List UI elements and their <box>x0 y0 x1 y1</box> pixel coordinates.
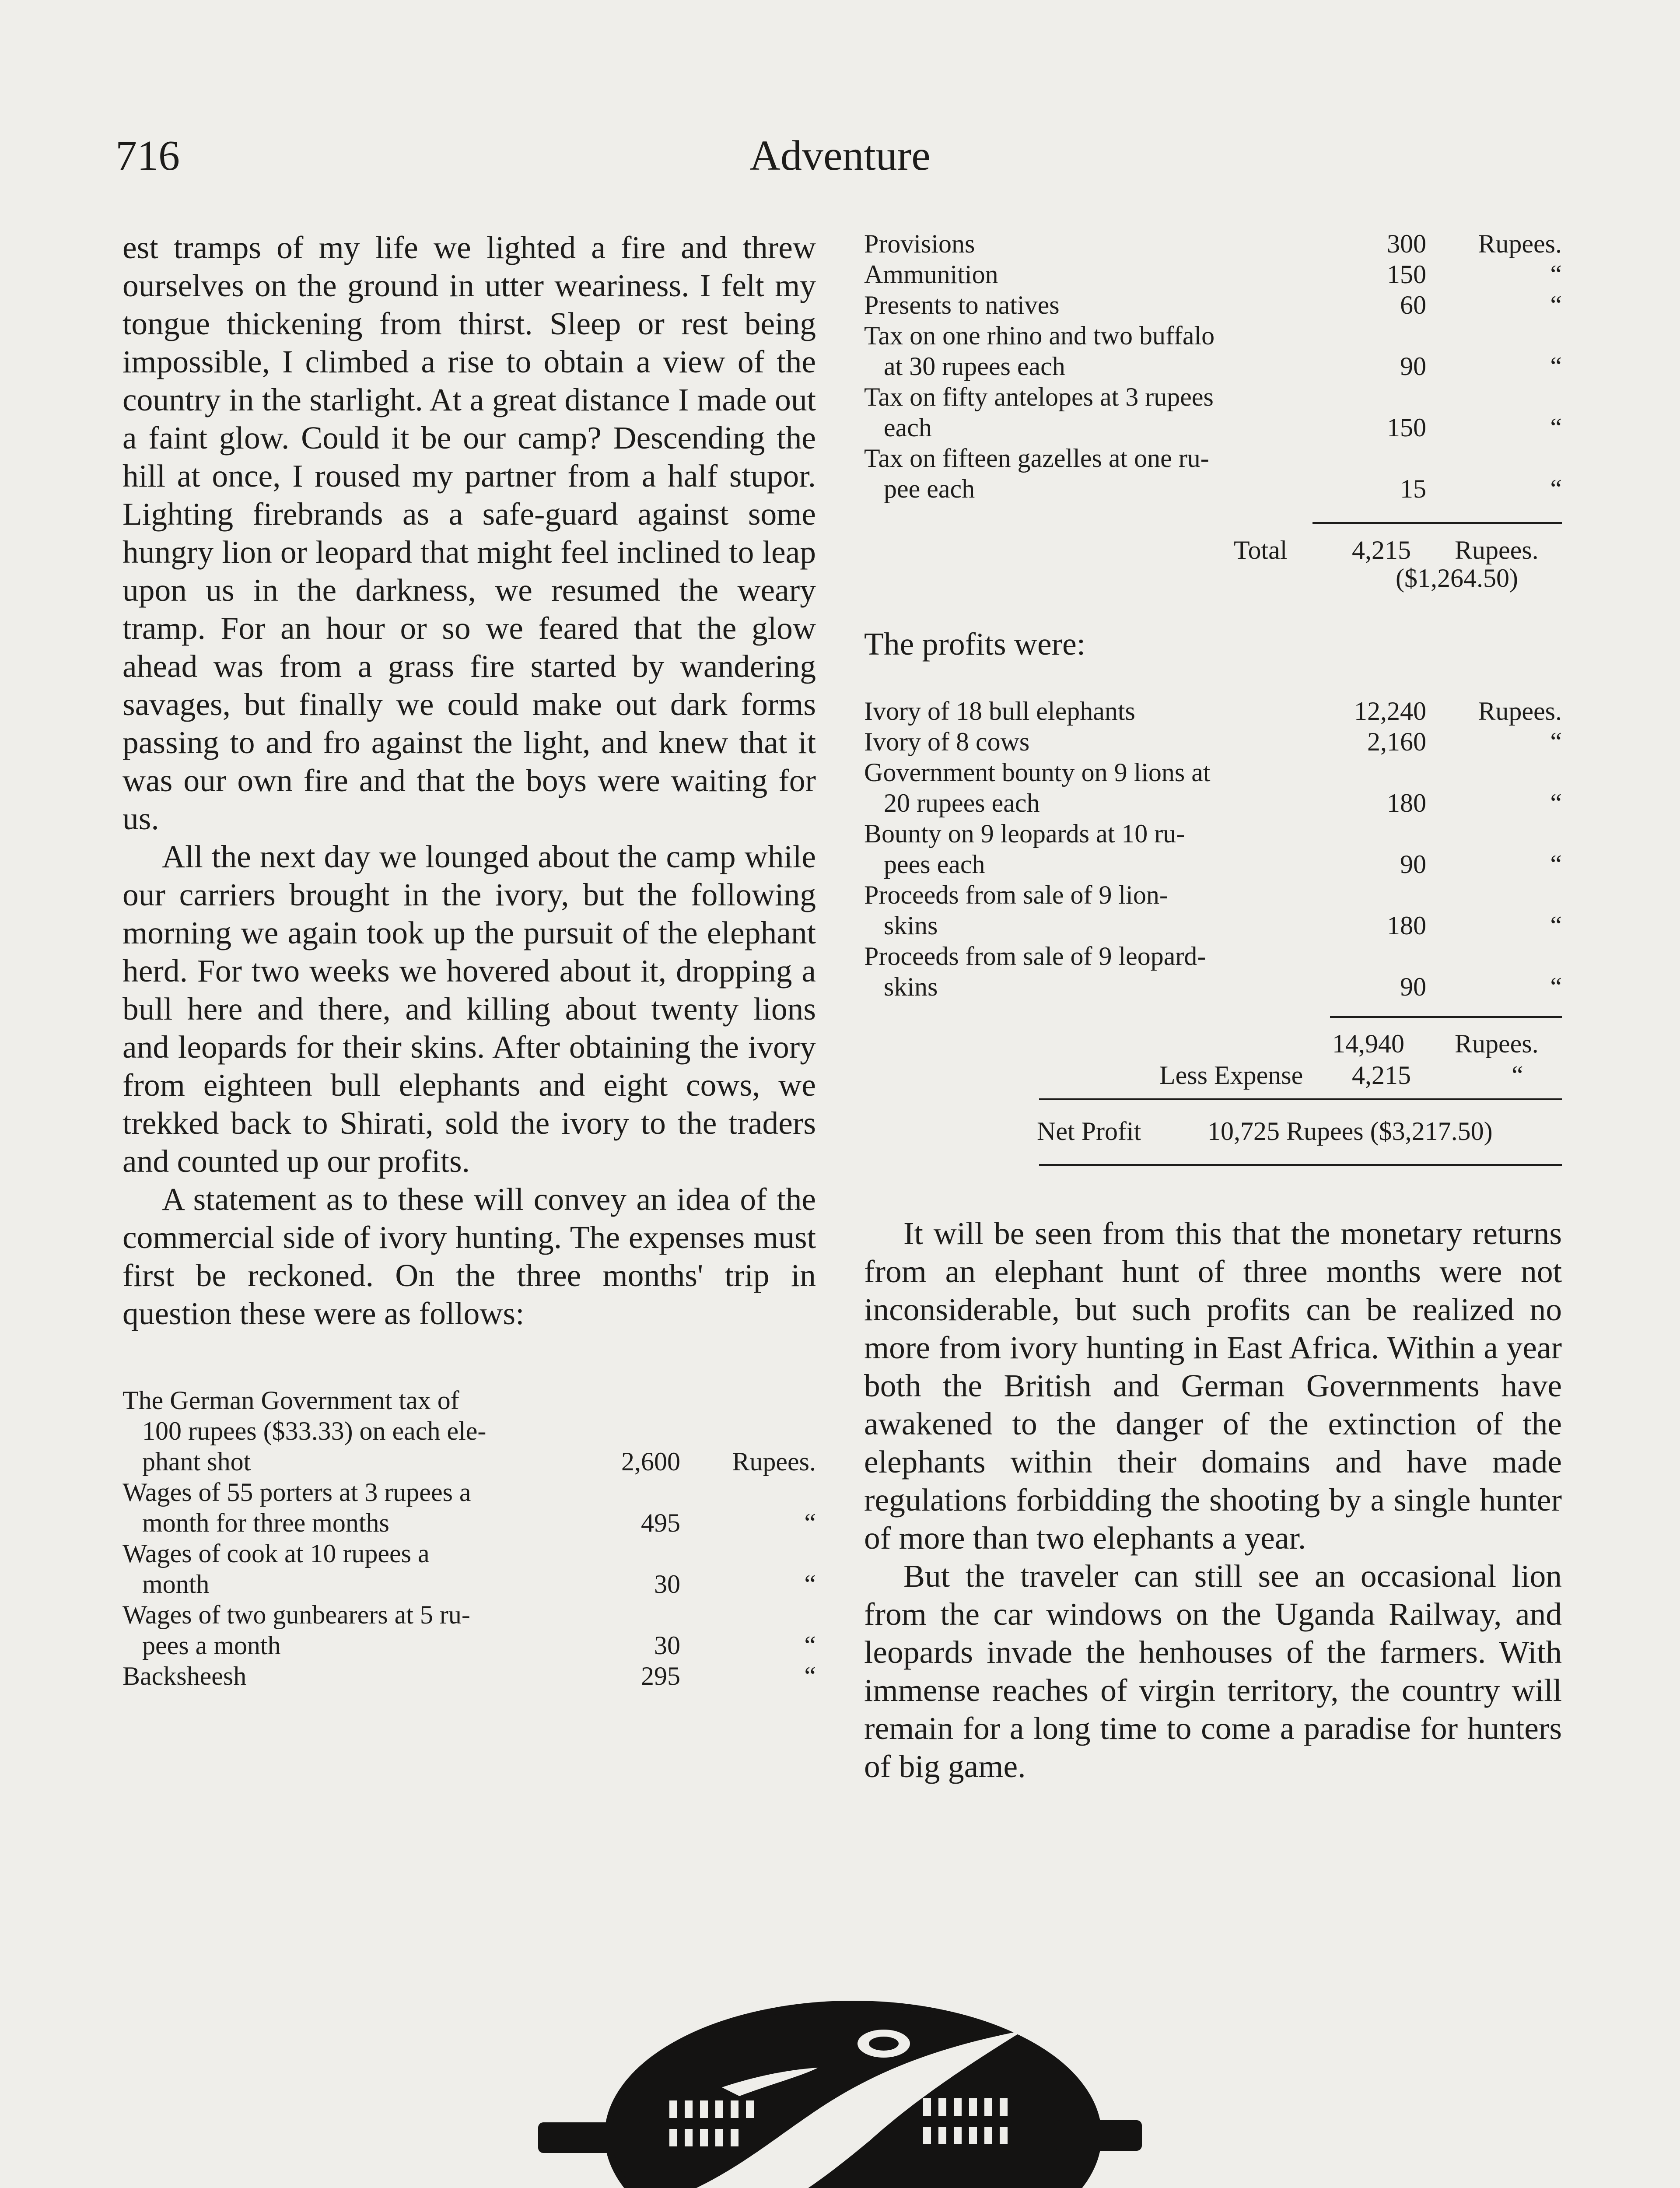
row-label: Backsheesh <box>122 1662 247 1690</box>
table-row <box>864 443 1562 504</box>
row-label: Proceeds from sale of 9 leopard- <box>864 942 1206 971</box>
total-unit: Rupees. <box>1455 536 1539 565</box>
row-amount: 180 <box>1387 911 1426 940</box>
less-expense-amount: 4,215 <box>1352 1061 1411 1090</box>
row-amount: 90 <box>1400 850 1426 879</box>
row-unit: “ <box>1550 727 1562 756</box>
row-label: Bounty on 9 leopards at 10 ru- <box>864 819 1185 848</box>
row-amount: 90 <box>1400 352 1426 381</box>
row-label: Wages of two gunbearers at 5 ru- <box>122 1600 470 1629</box>
row-label: Ammunition <box>864 260 998 289</box>
row-amount: 15 <box>1400 474 1426 503</box>
row-label: each <box>884 413 932 442</box>
row-label: Ivory of 18 bull elephants <box>864 697 1135 726</box>
row-amount: 30 <box>654 1570 680 1599</box>
row-label: Ivory of 8 cows <box>864 727 1030 756</box>
row-amount: 12,240 <box>1354 697 1426 726</box>
row-label: month <box>142 1570 210 1599</box>
row-label: 100 rupees ($33.33) on each ele- <box>142 1417 486 1445</box>
row-unit: “ <box>1550 789 1562 817</box>
row-unit: “ <box>804 1508 816 1537</box>
net-profit-label: Net Profit <box>1037 1117 1141 1146</box>
paragraph: A statement as to these will convey an idea of the commercial side of ivory hunting. The expenses must first be reckoned. On the three months' trip in question these were as follows: <box>122 1182 816 1331</box>
row-unit: “ <box>1550 911 1562 940</box>
right-column-text <box>864 1214 1562 1785</box>
net-rule-bottom <box>1039 1164 1562 1166</box>
table-row <box>864 259 1562 290</box>
page-number: 716 <box>116 132 180 179</box>
row-amount: 90 <box>1400 972 1426 1001</box>
row-unit: “ <box>1550 850 1562 879</box>
table-row <box>122 1599 816 1661</box>
row-unit: “ <box>1550 260 1562 289</box>
ivory-emblem-illustration <box>538 1978 1142 2188</box>
table-row <box>864 228 1562 259</box>
row-label: Government bounty on 9 lions at <box>864 758 1211 787</box>
row-amount: 2,600 <box>621 1447 680 1476</box>
row-label: skins <box>884 972 938 1001</box>
row-label: pees each <box>884 850 985 879</box>
row-label: Proceeds from sale of 9 lion- <box>864 880 1168 909</box>
table-row <box>864 382 1562 443</box>
total-amount: 4,215 <box>1352 536 1411 565</box>
table-row <box>864 941 1562 1002</box>
profits-table <box>864 696 1562 1002</box>
row-unit: “ <box>804 1631 816 1660</box>
paragraph: est tramps of my life we lighted a fire and threw ourselves on the ground in utter weariness. I felt my tongue thickening from thirst. Sleep or rest being impossible, I climbed a rise to obtain a view of the country in the starlight. At a great distance I made out a faint glow. Could it be our camp? Descending the hill at once, I roused my partner from a half stupor. Lighting firebrands as a safe-guard against some hungry lion or leopard that might feel inclined to leap upon us in the darkness, we resumed the weary tramp. For an hour or so we feared that the glow ahead was from a grass fire started by wandering savages, but finally we could make out dark forms passing to and fro against the light, and knew that it was our own fire and that the boys were waiting for us. <box>122 230 816 836</box>
row-amount: 150 <box>1387 260 1426 289</box>
row-label: Wages of 55 porters at 3 rupees a <box>122 1478 471 1507</box>
row-label: Presents to natives <box>864 291 1060 319</box>
net-rule-top <box>1039 1098 1562 1100</box>
row-label: Wages of cook at 10 rupees a <box>122 1539 430 1568</box>
less-expense-unit: “ <box>1512 1061 1523 1090</box>
profits-heading: The profits were: <box>864 626 1086 662</box>
left-column <box>122 228 816 1691</box>
row-amount: 295 <box>641 1662 680 1690</box>
row-amount: 150 <box>1387 413 1426 442</box>
row-unit: “ <box>1550 413 1562 442</box>
profits-total-unit: Rupees. <box>1455 1029 1539 1058</box>
row-label: pees a month <box>142 1631 281 1660</box>
row-label: at 30 rupees each <box>884 352 1065 381</box>
paragraph: But the traveler can still see an occasional lion from the car windows on the Uganda Railway, and leopards invade the henhouses of the farmers. With immense reaches of virgin territory, the country will remain for a long time to come a paradise for hunters of big game. <box>864 1558 1562 1784</box>
row-label: Tax on fifty antelopes at 3 rupees <box>864 382 1214 411</box>
table-row <box>122 1538 816 1599</box>
right-column <box>864 228 1562 504</box>
row-amount: 60 <box>1400 291 1426 319</box>
row-label: phant shot <box>142 1447 251 1476</box>
expense-table <box>122 1385 816 1691</box>
table-row <box>122 1477 816 1538</box>
total-label: Total <box>1234 536 1288 565</box>
row-label: month for three months <box>142 1508 389 1537</box>
expense-table-continued <box>864 228 1562 504</box>
row-unit: Rupees. <box>732 1447 816 1476</box>
row-label: Tax on one rhino and two buffalo <box>864 321 1215 350</box>
table-row <box>864 696 1562 726</box>
table-row <box>864 726 1562 757</box>
row-label: Provisions <box>864 229 975 258</box>
table-row <box>122 1661 816 1691</box>
profits-rule <box>1330 1016 1562 1018</box>
row-amount: 180 <box>1387 789 1426 817</box>
table-row <box>864 290 1562 320</box>
table-row <box>864 880 1562 941</box>
row-amount: 300 <box>1387 229 1426 258</box>
row-label: Tax on fifteen gazelles at one ru- <box>864 444 1209 473</box>
row-unit: “ <box>804 1662 816 1690</box>
profits-total-amount: 14,940 <box>1332 1029 1404 1058</box>
table-row <box>864 818 1562 880</box>
row-label: The German Government tax of <box>122 1386 459 1415</box>
less-expense-label: Less Expense <box>1159 1061 1303 1090</box>
row-unit: “ <box>804 1570 816 1599</box>
table-row <box>122 1385 816 1477</box>
net-profit-value: 10,725 Rupees ($3,217.50) <box>1208 1117 1493 1146</box>
row-amount: 495 <box>641 1508 680 1537</box>
row-unit: Rupees. <box>1478 229 1562 258</box>
table-row <box>864 757 1562 818</box>
paragraph: All the next day we lounged about the camp while our carriers brought in the ivory, but the following morning we again took up the pursuit of the elephant herd. For two weeks we hovered about it, dropping a bull here and there, and killing about twenty lions and leopards for their skins. After obtaining the ivory from eighteen bull elephants and eight cows, we trekked back to Shirati, sold the ivory to the traders and counted up our profits. <box>122 839 816 1179</box>
row-unit: “ <box>1550 972 1562 1001</box>
row-label: pee each <box>884 474 975 503</box>
row-label: 20 rupees each <box>884 789 1040 817</box>
paragraph: It will be seen from this that the monetary returns from an elephant hunt of three months were not inconsiderable, but such profits can be realized no more from ivory hunting in East Africa. Within a year both the British and German Governments have awakened to the danger of the extinction of the elephants within their domains and have made regulations forbidding the shooting by a single hunter of more than two elephants a year. <box>864 1216 1562 1556</box>
table-row <box>864 320 1562 382</box>
row-amount: 2,160 <box>1367 727 1426 756</box>
row-unit: “ <box>1550 474 1562 503</box>
row-label: skins <box>884 911 938 940</box>
row-amount: 30 <box>654 1631 680 1660</box>
total-rule <box>1312 522 1562 524</box>
row-unit: “ <box>1550 352 1562 381</box>
total-dollars: ($1,264.50) <box>1396 564 1518 593</box>
row-unit: “ <box>1550 291 1562 319</box>
running-head: Adventure <box>749 132 931 179</box>
row-unit: Rupees. <box>1478 697 1562 726</box>
